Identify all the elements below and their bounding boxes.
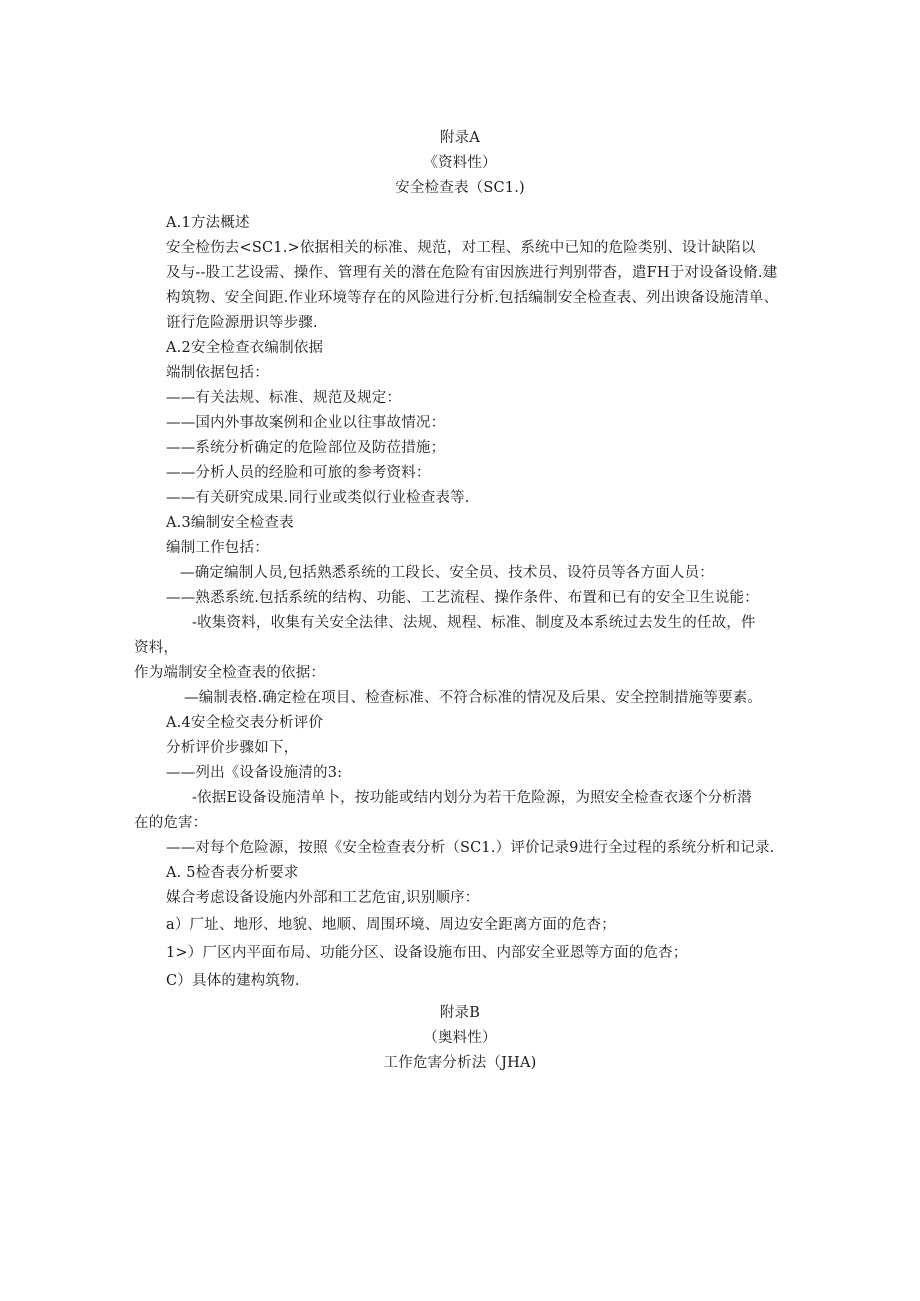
a2-list-item: ——分析人员的经脸和可旅的参考资料：: [166, 465, 431, 481]
a5-list-item: 1>）厂区内平面布局、功能分区、设备设施布田、内部安全亚恩等方面的危杏；: [166, 945, 688, 961]
a3-list-item: —编制表格.确定检在项目、检查标准、不符合标准的情况及后果、安全控制措施等要素。: [184, 690, 763, 706]
a2-list-item: ——系统分析确定的危险部位及防莅措施；: [166, 440, 446, 456]
a3-list-item: —确定编制人员,包括熟悉系统的工段长、安全员、技术员、设符员等各方面人员：: [180, 565, 715, 581]
a3-intro: 编制工作包括：: [166, 540, 269, 556]
appendix-a-subtitle: 安全检查表（SC1.): [395, 180, 525, 196]
a4-list-item: ——列出《设备设施清的3:: [166, 765, 343, 781]
section-a4-heading: A.4安全检交表分析评价: [166, 715, 324, 731]
section-a2-heading: A.2安全检查衣编制依据: [166, 340, 324, 356]
section-a1-heading: A.1方法概述: [166, 215, 250, 231]
a5-list-item: a）厂址、地形、地貌、地顺、周围环境、周边安全距离方面的危杏；: [166, 917, 616, 933]
a1-paragraph-line: 及与--股工艺设需、操作、管理有关的潜在危险有宙因族进行判别带杳，遣FH于对设备设脩.建: [166, 265, 778, 281]
a5-list-item: C）具体的建构筑物.: [166, 973, 300, 989]
a4-list-item: ——对每个危险源，按照《安全检查表分析（SC1.）评价记录9进行全过程的系统分析和记录.: [166, 840, 775, 856]
a2-list-item: ——有关法规、标准、规范及规定：: [166, 390, 402, 406]
a2-list-item: ——有关研究成果.同行业或类似行业检查表等.: [166, 490, 470, 506]
a2-list-item: ——国内外事故案例和企业以往事故情况：: [166, 415, 446, 431]
appendix-b-title: 附录B: [439, 1005, 481, 1021]
appendix-b-nature: （奥料性）: [423, 1030, 497, 1046]
a4-intro: 分析评价步骤如下，: [166, 740, 299, 756]
a4-list-item: -依据E设备设施清单卜，按功能或结内划分为若干危险源，为照安全检查衣逐个分析潜: [192, 790, 752, 806]
a1-paragraph-line: 诳行危险源册识等步骤.: [166, 315, 318, 331]
a3-list-continuation: 作为端制安全检查表的依据：: [134, 665, 326, 681]
a3-list-item: -收集资料，收集有关安全法律、法规、规程、标准、制度及本系统过去发生的任故，件: [192, 615, 756, 631]
a4-list-continuation: 在的危害：: [134, 815, 208, 831]
appendix-a-nature: 《资料性）: [423, 155, 497, 171]
a5-intro: 媒合考虑设备设施内外部和工艺危宙,识别顺序：: [166, 890, 480, 906]
a2-intro: 端制依据包括：: [166, 365, 269, 381]
a1-paragraph-line: 构筑物、安全间距.作业环境等存在的风险进行分析.包括编制安全检查表、列出谀备设施清单、: [166, 290, 779, 306]
a3-list-continuation: 资料，: [134, 640, 179, 656]
section-a3-heading: A.3编制安全检查表: [166, 515, 294, 531]
appendix-b-subtitle: 工作危害分析法（JHA): [383, 1055, 537, 1071]
section-a5-heading: A. 5检杳表分析要求: [166, 865, 299, 881]
appendix-a-title: 附录A: [439, 130, 481, 146]
a1-paragraph-line: 安全检伤去<SC1.>依据相关的标准、规范，对工程、系统中已知的危险类别、设计缺陷以: [166, 240, 756, 256]
a3-list-item: ——熟悉系统.包括系统的结构、功能、工艺流程、操作条件、布置和已有的安全卫生说能：: [166, 590, 759, 606]
